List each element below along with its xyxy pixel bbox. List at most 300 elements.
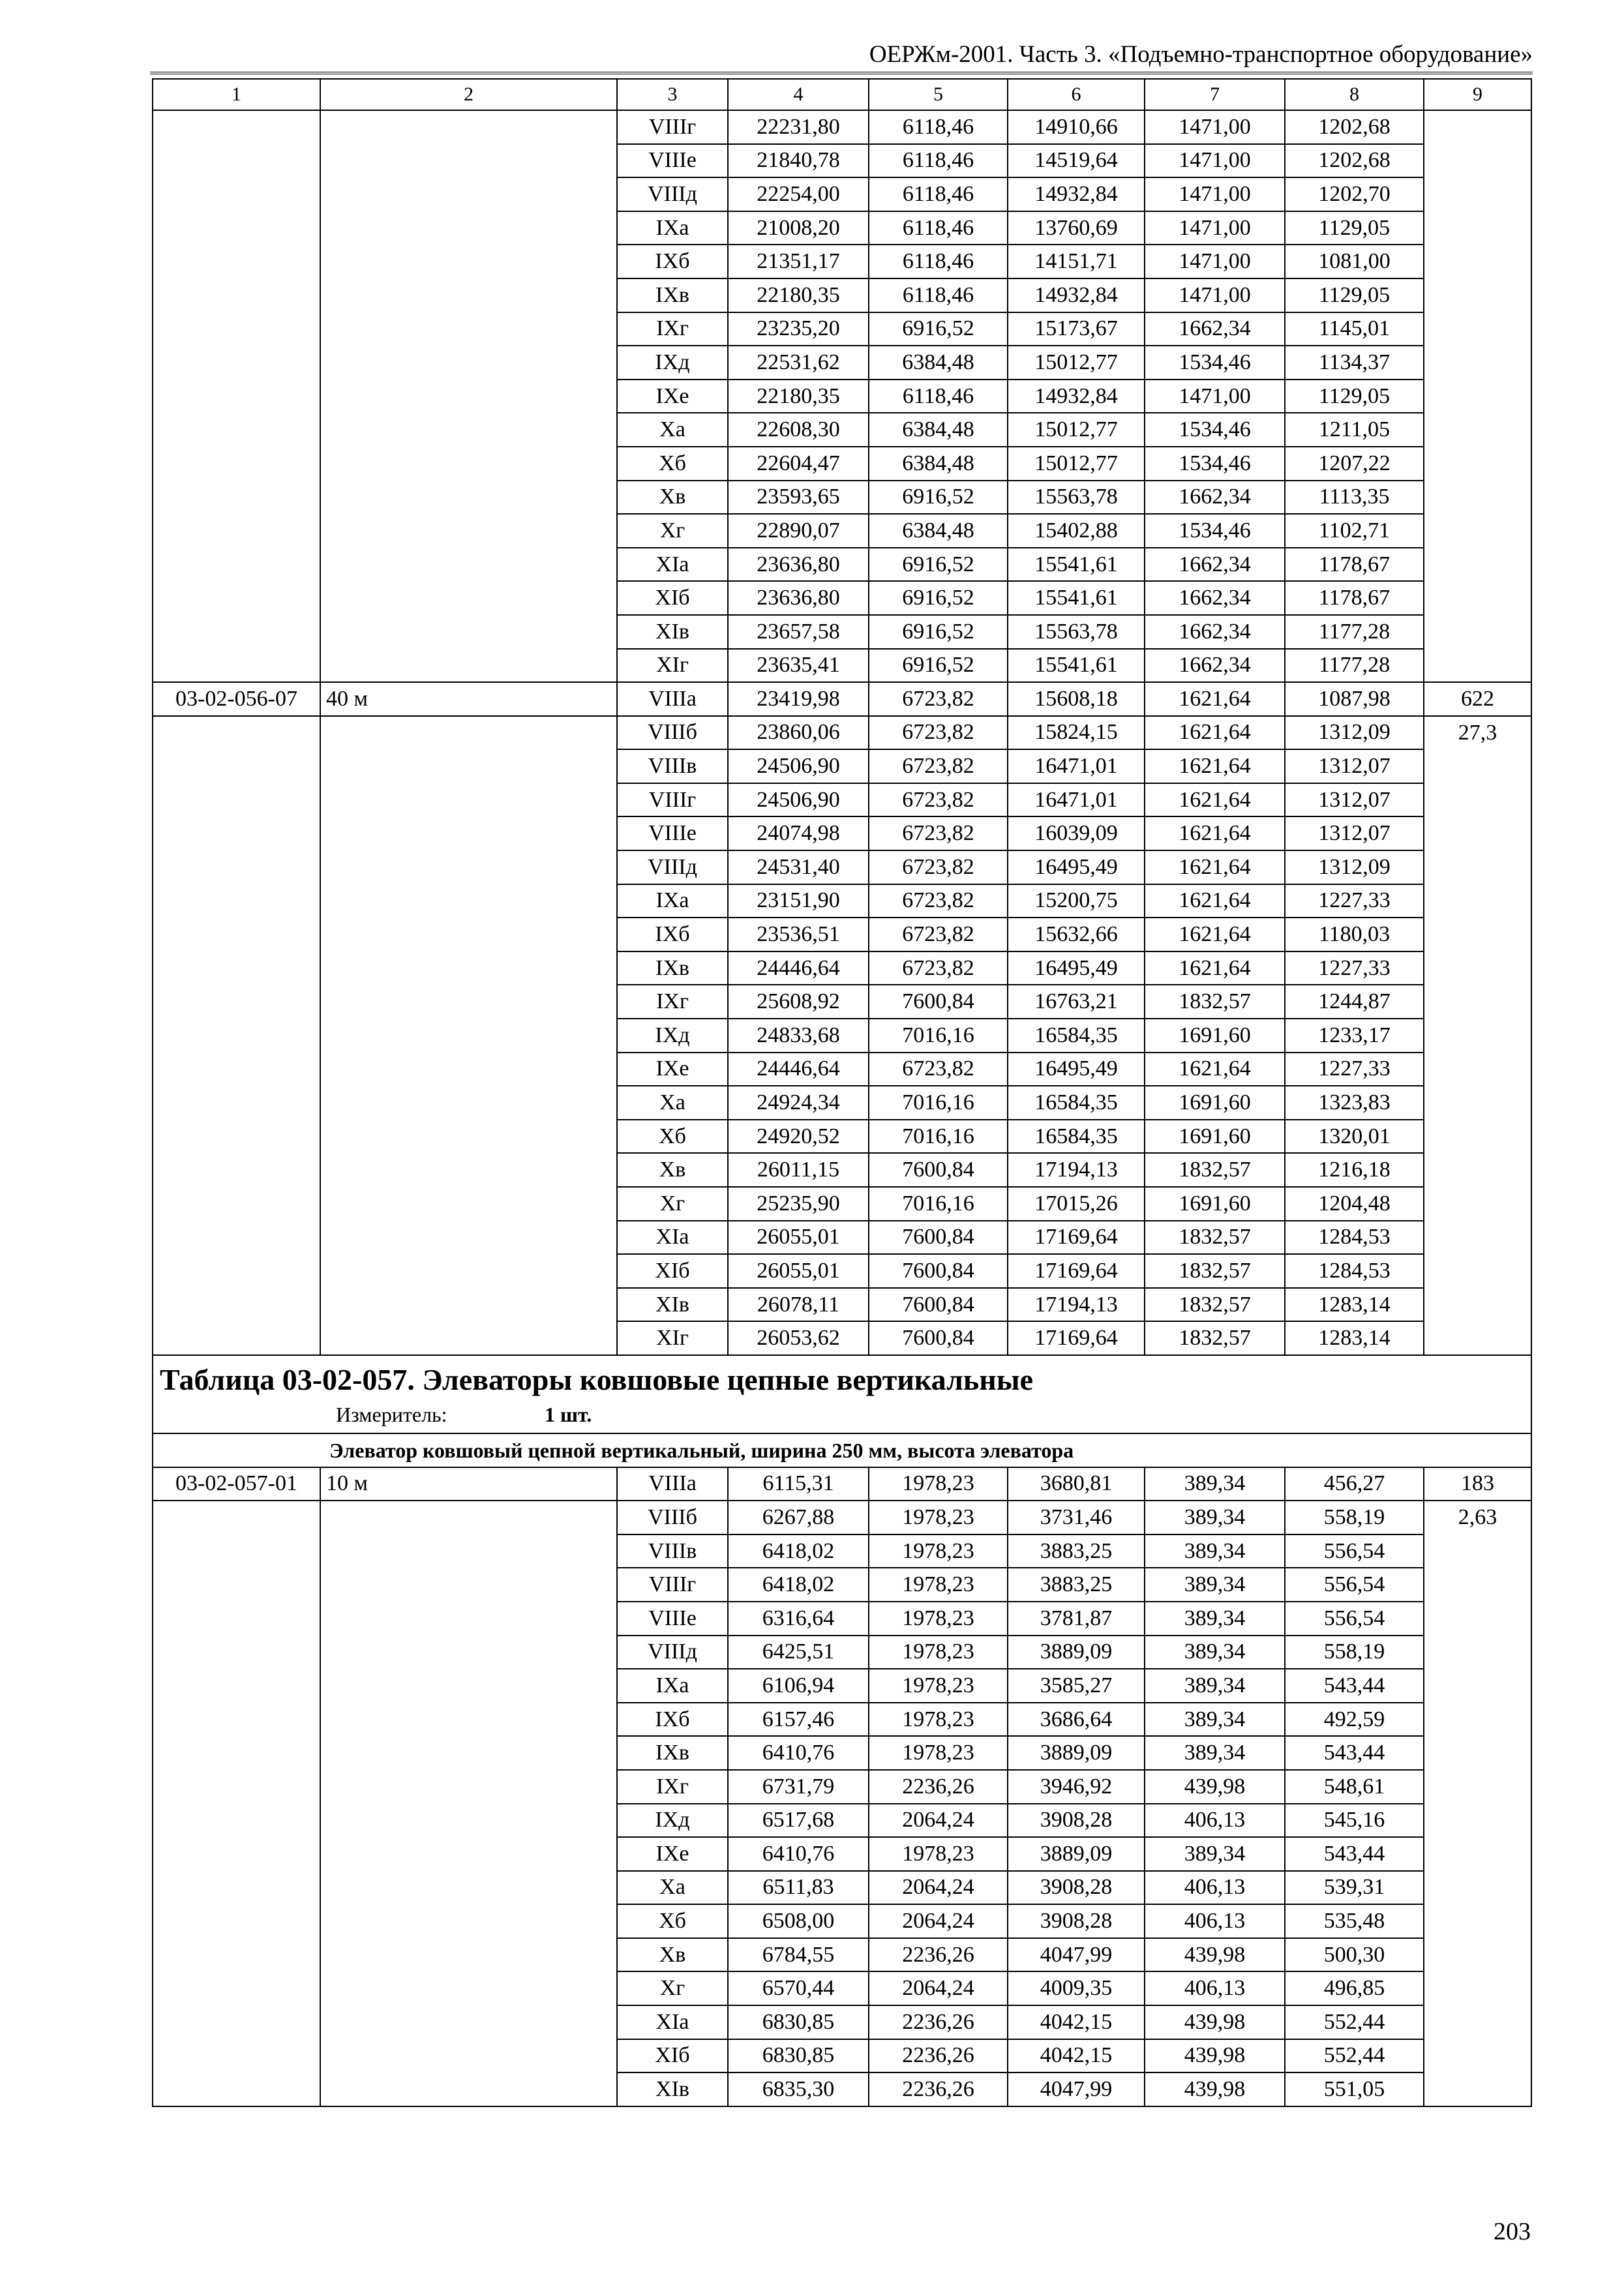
- labor-cost-cell: 7600,84: [869, 1254, 1008, 1288]
- labor-cost-cell: 7600,84: [869, 1321, 1008, 1355]
- material-cost-cell: 1129,05: [1285, 278, 1424, 312]
- class-cell: Xa: [617, 1871, 728, 1905]
- machinist-wage-cell: 439,98: [1145, 2005, 1285, 2039]
- total-cost-cell: 6517,68: [728, 1804, 869, 1838]
- machine-cost-cell: 16495,49: [1008, 951, 1145, 985]
- machinist-wage-cell: 1471,00: [1145, 177, 1285, 211]
- code-cell: [153, 716, 320, 1355]
- machinist-wage-cell: 389,34: [1145, 1568, 1285, 1602]
- meter-label: Измеритель:: [336, 1402, 447, 1426]
- class-cell: Xв: [617, 1938, 728, 1972]
- labor-cost-cell: 6723,82: [869, 816, 1008, 850]
- machinist-wage-cell: 389,34: [1145, 1534, 1285, 1568]
- machine-cost-cell: 14932,84: [1008, 278, 1145, 312]
- table-row: [153, 110, 1531, 144]
- material-cost-cell: 1312,07: [1285, 783, 1424, 817]
- labor-cost-cell: 1978,23: [869, 1501, 1008, 1534]
- col9-cell: 2,63: [1424, 1501, 1531, 2106]
- class-cell: Xг: [617, 1187, 728, 1221]
- table-row: [153, 682, 1531, 716]
- code-cell: 03-02-056-07: [153, 682, 320, 716]
- class-cell: IXг: [617, 1770, 728, 1804]
- total-cost-cell: 23536,51: [728, 918, 869, 951]
- col9-cell: 27,3: [1424, 716, 1531, 1355]
- machinist-wage-cell: 1534,46: [1145, 514, 1285, 548]
- machinist-wage-cell: 1621,64: [1145, 816, 1285, 850]
- meter-value: 1 шт.: [545, 1402, 592, 1426]
- class-cell: Xб: [617, 1120, 728, 1154]
- machinist-wage-cell: 389,34: [1145, 1669, 1285, 1703]
- machine-cost-cell: 15563,78: [1008, 615, 1145, 649]
- class-cell: IXв: [617, 278, 728, 312]
- total-cost-cell: 6425,51: [728, 1636, 869, 1669]
- total-cost-cell: 22890,07: [728, 514, 869, 548]
- machinist-wage-cell: 389,34: [1145, 1501, 1285, 1534]
- total-cost-cell: 6267,88: [728, 1501, 869, 1534]
- total-cost-cell: 6508,00: [728, 1904, 869, 1938]
- class-cell: VIIIa: [617, 682, 728, 716]
- class-cell: Xв: [617, 481, 728, 515]
- labor-cost-cell: 1978,23: [869, 1534, 1008, 1568]
- machinist-wage-cell: 1662,34: [1145, 649, 1285, 683]
- class-cell: VIIIе: [617, 816, 728, 850]
- column-number: 8: [1285, 79, 1424, 110]
- material-cost-cell: 556,54: [1285, 1568, 1424, 1602]
- total-cost-cell: 6830,85: [728, 2039, 869, 2073]
- machinist-wage-cell: 439,98: [1145, 1938, 1285, 1972]
- material-cost-cell: 1204,48: [1285, 1187, 1424, 1221]
- total-cost-cell: 21008,20: [728, 211, 869, 245]
- machinist-wage-cell: 1832,57: [1145, 985, 1285, 1019]
- column-number: 7: [1145, 79, 1285, 110]
- total-cost-cell: 23635,41: [728, 649, 869, 683]
- machine-cost-cell: 17194,13: [1008, 1288, 1145, 1322]
- material-cost-cell: 500,30: [1285, 1938, 1424, 1972]
- column-number: 2: [320, 79, 617, 110]
- machine-cost-cell: 3908,28: [1008, 1871, 1145, 1905]
- total-cost-cell: 22254,00: [728, 177, 869, 211]
- machinist-wage-cell: 406,13: [1145, 1971, 1285, 2005]
- class-cell: XIг: [617, 1321, 728, 1355]
- machine-cost-cell: 15541,61: [1008, 649, 1145, 683]
- machinist-wage-cell: 406,13: [1145, 1804, 1285, 1838]
- class-cell: XIб: [617, 581, 728, 615]
- machine-cost-cell: 16495,49: [1008, 1053, 1145, 1086]
- table-caption: [153, 1355, 1531, 1433]
- machine-cost-cell: 16471,01: [1008, 783, 1145, 817]
- labor-cost-cell: 7016,16: [869, 1120, 1008, 1154]
- class-cell: IXб: [617, 245, 728, 278]
- labor-cost-cell: 6916,52: [869, 581, 1008, 615]
- unit-of-measure: [160, 1400, 1524, 1429]
- class-cell: VIIIб: [617, 716, 728, 750]
- price-table-body: [153, 79, 1531, 2106]
- labor-cost-cell: 6916,52: [869, 481, 1008, 515]
- class-cell: Xб: [617, 447, 728, 481]
- total-cost-cell: 22608,30: [728, 413, 869, 447]
- total-cost-cell: 6418,02: [728, 1568, 869, 1602]
- labor-cost-cell: 2236,26: [869, 1770, 1008, 1804]
- labor-cost-cell: 6118,46: [869, 177, 1008, 211]
- class-cell: IXд: [617, 346, 728, 380]
- material-cost-cell: 1178,67: [1285, 548, 1424, 582]
- total-cost-cell: 6830,85: [728, 2005, 869, 2039]
- machinist-wage-cell: 1621,64: [1145, 716, 1285, 750]
- labor-cost-cell: 6723,82: [869, 884, 1008, 918]
- machine-cost-cell: 16584,35: [1008, 1086, 1145, 1120]
- labor-cost-cell: 6916,52: [869, 312, 1008, 346]
- class-cell: XIб: [617, 1254, 728, 1288]
- total-cost-cell: 24531,40: [728, 850, 869, 884]
- labor-cost-cell: 6723,82: [869, 682, 1008, 716]
- labor-cost-cell: 1978,23: [869, 1636, 1008, 1669]
- class-cell: IXa: [617, 884, 728, 918]
- page-number: 203: [1494, 2218, 1531, 2245]
- machine-cost-cell: 4009,35: [1008, 1971, 1145, 2005]
- material-cost-cell: 1207,22: [1285, 447, 1424, 481]
- total-cost-cell: 22604,47: [728, 447, 869, 481]
- material-cost-cell: 1113,35: [1285, 481, 1424, 515]
- total-cost-cell: 24506,90: [728, 749, 869, 783]
- running-header: ОЕРЖм-2001. Часть 3. «Подъемно-транспортное оборудование»: [150, 38, 1533, 74]
- labor-cost-cell: 6916,52: [869, 548, 1008, 582]
- machine-cost-cell: 3908,28: [1008, 1804, 1145, 1838]
- labor-cost-cell: 6118,46: [869, 110, 1008, 144]
- machinist-wage-cell: 1534,46: [1145, 413, 1285, 447]
- class-cell: VIIIг: [617, 783, 728, 817]
- material-cost-cell: 1202,68: [1285, 144, 1424, 178]
- machine-cost-cell: 15200,75: [1008, 884, 1145, 918]
- machinist-wage-cell: 1621,64: [1145, 682, 1285, 716]
- labor-cost-cell: 6723,82: [869, 749, 1008, 783]
- material-cost-cell: 1323,83: [1285, 1086, 1424, 1120]
- material-cost-cell: 1202,70: [1285, 177, 1424, 211]
- total-cost-cell: 6835,30: [728, 2072, 869, 2106]
- machine-cost-cell: 15012,77: [1008, 413, 1145, 447]
- labor-cost-cell: 2236,26: [869, 2072, 1008, 2106]
- class-cell: XIв: [617, 2072, 728, 2106]
- material-cost-cell: 496,85: [1285, 1971, 1424, 2005]
- machinist-wage-cell: 439,98: [1145, 2039, 1285, 2073]
- labor-cost-cell: 2064,24: [869, 1971, 1008, 2005]
- labor-cost-cell: 6384,48: [869, 447, 1008, 481]
- labor-cost-cell: 6118,46: [869, 211, 1008, 245]
- class-cell: IXе: [617, 380, 728, 413]
- labor-cost-cell: 6384,48: [869, 413, 1008, 447]
- class-cell: VIIIд: [617, 850, 728, 884]
- material-cost-cell: 456,27: [1285, 1467, 1424, 1501]
- class-cell: VIIIв: [617, 1534, 728, 1568]
- class-cell: XIa: [617, 2005, 728, 2039]
- machine-cost-cell: 3585,27: [1008, 1669, 1145, 1703]
- machine-cost-cell: 15608,18: [1008, 682, 1145, 716]
- class-cell: VIIIе: [617, 1602, 728, 1636]
- labor-cost-cell: 2064,24: [869, 1804, 1008, 1838]
- labor-cost-cell: 7016,16: [869, 1187, 1008, 1221]
- labor-cost-cell: 1978,23: [869, 1837, 1008, 1871]
- machine-cost-cell: 14910,66: [1008, 110, 1145, 144]
- machine-cost-cell: 13760,69: [1008, 211, 1145, 245]
- material-cost-cell: 543,44: [1285, 1837, 1424, 1871]
- table-title: Таблица 03-02-057. Элеваторы ковшовые цепные вертикальные: [160, 1362, 1034, 1396]
- material-cost-cell: 1177,28: [1285, 649, 1424, 683]
- machinist-wage-cell: 1662,34: [1145, 312, 1285, 346]
- price-table: [152, 78, 1532, 2107]
- total-cost-cell: 26055,01: [728, 1221, 869, 1255]
- total-cost-cell: 24506,90: [728, 783, 869, 817]
- machine-cost-cell: 15541,61: [1008, 581, 1145, 615]
- machine-cost-cell: 17169,64: [1008, 1221, 1145, 1255]
- class-cell: Xг: [617, 514, 728, 548]
- total-cost-cell: 6316,64: [728, 1602, 869, 1636]
- machine-cost-cell: 15541,61: [1008, 548, 1145, 582]
- material-cost-cell: 543,44: [1285, 1669, 1424, 1703]
- class-cell: VIIIг: [617, 1568, 728, 1602]
- material-cost-cell: 492,59: [1285, 1703, 1424, 1737]
- machine-cost-cell: 17015,26: [1008, 1187, 1145, 1221]
- total-cost-cell: 23235,20: [728, 312, 869, 346]
- table-row: [153, 1501, 1531, 1534]
- code-cell: [153, 1501, 320, 2106]
- machinist-wage-cell: 1832,57: [1145, 1221, 1285, 1255]
- labor-cost-cell: 7600,84: [869, 1288, 1008, 1322]
- table-subtitle: Элеватор ковшовый цепной вертикальный, ширина 250 мм, высота элеватора: [153, 1433, 1531, 1467]
- class-cell: Xг: [617, 1971, 728, 2005]
- machinist-wage-cell: 389,34: [1145, 1837, 1285, 1871]
- labor-cost-cell: 1978,23: [869, 1467, 1008, 1501]
- total-cost-cell: 23657,58: [728, 615, 869, 649]
- machine-cost-cell: 3889,09: [1008, 1736, 1145, 1770]
- machine-cost-cell: 3908,28: [1008, 1904, 1145, 1938]
- machinist-wage-cell: 1662,34: [1145, 581, 1285, 615]
- labor-cost-cell: 6723,82: [869, 716, 1008, 750]
- labor-cost-cell: 7016,16: [869, 1019, 1008, 1053]
- machine-cost-cell: 14519,64: [1008, 144, 1145, 178]
- labor-cost-cell: 6384,48: [869, 514, 1008, 548]
- class-cell: IXг: [617, 312, 728, 346]
- machinist-wage-cell: 1621,64: [1145, 1053, 1285, 1086]
- column-number: 3: [617, 79, 728, 110]
- material-cost-cell: 1134,37: [1285, 346, 1424, 380]
- labor-cost-cell: 6723,82: [869, 1053, 1008, 1086]
- labor-cost-cell: 6916,52: [869, 649, 1008, 683]
- material-cost-cell: 539,31: [1285, 1871, 1424, 1905]
- machinist-wage-cell: 1534,46: [1145, 346, 1285, 380]
- machine-cost-cell: 15824,15: [1008, 716, 1145, 750]
- material-cost-cell: 1244,87: [1285, 985, 1424, 1019]
- class-cell: IXд: [617, 1019, 728, 1053]
- column-number: 5: [869, 79, 1008, 110]
- name-cell: 40 м: [320, 682, 617, 716]
- labor-cost-cell: 1978,23: [869, 1602, 1008, 1636]
- column-number-row: [153, 79, 1531, 110]
- machinist-wage-cell: 1832,57: [1145, 1321, 1285, 1355]
- class-cell: IXa: [617, 1669, 728, 1703]
- name-cell: 10 м: [320, 1467, 617, 1501]
- machine-cost-cell: 15632,66: [1008, 918, 1145, 951]
- total-cost-cell: 6410,76: [728, 1736, 869, 1770]
- material-cost-cell: 1102,71: [1285, 514, 1424, 548]
- labor-cost-cell: 1978,23: [869, 1669, 1008, 1703]
- machine-cost-cell: 4047,99: [1008, 2072, 1145, 2106]
- material-cost-cell: 548,61: [1285, 1770, 1424, 1804]
- total-cost-cell: 24920,52: [728, 1120, 869, 1154]
- material-cost-cell: 551,05: [1285, 2072, 1424, 2106]
- machinist-wage-cell: 1471,00: [1145, 211, 1285, 245]
- name-cell: [320, 716, 617, 1355]
- table-row: [153, 1467, 1531, 1501]
- name-cell: [320, 1501, 617, 2106]
- material-cost-cell: 1283,14: [1285, 1321, 1424, 1355]
- material-cost-cell: 556,54: [1285, 1602, 1424, 1636]
- machinist-wage-cell: 389,34: [1145, 1736, 1285, 1770]
- machine-cost-cell: 16584,35: [1008, 1019, 1145, 1053]
- machinist-wage-cell: 389,34: [1145, 1703, 1285, 1737]
- machinist-wage-cell: 1621,64: [1145, 749, 1285, 783]
- labor-cost-cell: 2236,26: [869, 2039, 1008, 2073]
- material-cost-cell: 1202,68: [1285, 110, 1424, 144]
- machinist-wage-cell: 1471,00: [1145, 380, 1285, 413]
- material-cost-cell: 1178,67: [1285, 581, 1424, 615]
- labor-cost-cell: 6118,46: [869, 144, 1008, 178]
- material-cost-cell: 1129,05: [1285, 380, 1424, 413]
- machine-cost-cell: 17194,13: [1008, 1153, 1145, 1187]
- total-cost-cell: 6410,76: [728, 1837, 869, 1871]
- total-cost-cell: 24833,68: [728, 1019, 869, 1053]
- labor-cost-cell: 6723,82: [869, 783, 1008, 817]
- material-cost-cell: 1284,53: [1285, 1254, 1424, 1288]
- total-cost-cell: 6115,31: [728, 1467, 869, 1501]
- material-cost-cell: 545,16: [1285, 1804, 1424, 1838]
- machinist-wage-cell: 389,34: [1145, 1602, 1285, 1636]
- total-cost-cell: 22531,62: [728, 346, 869, 380]
- machine-cost-cell: 14151,71: [1008, 245, 1145, 278]
- material-cost-cell: 1233,17: [1285, 1019, 1424, 1053]
- total-cost-cell: 6731,79: [728, 1770, 869, 1804]
- labor-cost-cell: 6118,46: [869, 245, 1008, 278]
- total-cost-cell: 24446,64: [728, 1053, 869, 1086]
- machine-cost-cell: 3889,09: [1008, 1636, 1145, 1669]
- class-cell: XIa: [617, 548, 728, 582]
- machine-cost-cell: 16584,35: [1008, 1120, 1145, 1154]
- class-cell: IXе: [617, 1053, 728, 1086]
- column-number: 9: [1424, 79, 1531, 110]
- total-cost-cell: 6157,46: [728, 1703, 869, 1737]
- labor-cost-cell: 7600,84: [869, 1221, 1008, 1255]
- material-cost-cell: 556,54: [1285, 1534, 1424, 1568]
- class-cell: IXб: [617, 918, 728, 951]
- class-cell: IXв: [617, 1736, 728, 1770]
- material-cost-cell: 1087,98: [1285, 682, 1424, 716]
- class-cell: VIIIг: [617, 110, 728, 144]
- code-cell: 03-02-057-01: [153, 1467, 320, 1501]
- total-cost-cell: 25235,90: [728, 1187, 869, 1221]
- machinist-wage-cell: 1621,64: [1145, 850, 1285, 884]
- table-caption-row: [153, 1355, 1531, 1433]
- class-cell: XIб: [617, 2039, 728, 2073]
- material-cost-cell: 552,44: [1285, 2039, 1424, 2073]
- machine-cost-cell: 3889,09: [1008, 1837, 1145, 1871]
- machinist-wage-cell: 1832,57: [1145, 1254, 1285, 1288]
- machine-cost-cell: 16495,49: [1008, 850, 1145, 884]
- total-cost-cell: 6106,94: [728, 1669, 869, 1703]
- machine-cost-cell: 3680,81: [1008, 1467, 1145, 1501]
- machine-cost-cell: 15012,77: [1008, 447, 1145, 481]
- class-cell: Xa: [617, 413, 728, 447]
- machinist-wage-cell: 1471,00: [1145, 278, 1285, 312]
- labor-cost-cell: 6384,48: [869, 346, 1008, 380]
- material-cost-cell: 1227,33: [1285, 884, 1424, 918]
- machine-cost-cell: 15173,67: [1008, 312, 1145, 346]
- machinist-wage-cell: 1621,64: [1145, 783, 1285, 817]
- column-number: 4: [728, 79, 869, 110]
- total-cost-cell: 23636,80: [728, 581, 869, 615]
- total-cost-cell: 25608,92: [728, 985, 869, 1019]
- total-cost-cell: 6570,44: [728, 1971, 869, 2005]
- class-cell: IXг: [617, 985, 728, 1019]
- total-cost-cell: 26055,01: [728, 1254, 869, 1288]
- machine-cost-cell: 14932,84: [1008, 380, 1145, 413]
- column-number: 6: [1008, 79, 1145, 110]
- class-cell: Xa: [617, 1086, 728, 1120]
- column-number: 1: [153, 79, 320, 110]
- total-cost-cell: 23593,65: [728, 481, 869, 515]
- total-cost-cell: 26053,62: [728, 1321, 869, 1355]
- total-cost-cell: 6418,02: [728, 1534, 869, 1568]
- total-cost-cell: 26078,11: [728, 1288, 869, 1322]
- material-cost-cell: 1320,01: [1285, 1120, 1424, 1154]
- total-cost-cell: 24446,64: [728, 951, 869, 985]
- machine-cost-cell: 4047,99: [1008, 1938, 1145, 1972]
- total-cost-cell: 23151,90: [728, 884, 869, 918]
- machine-cost-cell: 3686,64: [1008, 1703, 1145, 1737]
- machine-cost-cell: 3731,46: [1008, 1501, 1145, 1534]
- total-cost-cell: 21840,78: [728, 144, 869, 178]
- class-cell: XIa: [617, 1221, 728, 1255]
- labor-cost-cell: 2064,24: [869, 1904, 1008, 1938]
- machinist-wage-cell: 1691,60: [1145, 1120, 1285, 1154]
- material-cost-cell: 558,19: [1285, 1501, 1424, 1534]
- class-cell: IXе: [617, 1837, 728, 1871]
- machine-cost-cell: 17169,64: [1008, 1254, 1145, 1288]
- labor-cost-cell: 1978,23: [869, 1568, 1008, 1602]
- machine-cost-cell: 3781,87: [1008, 1602, 1145, 1636]
- material-cost-cell: 1129,05: [1285, 211, 1424, 245]
- labor-cost-cell: 7600,84: [869, 985, 1008, 1019]
- machinist-wage-cell: 1471,00: [1145, 110, 1285, 144]
- total-cost-cell: 6784,55: [728, 1938, 869, 1972]
- material-cost-cell: 535,48: [1285, 1904, 1424, 1938]
- machinist-wage-cell: 389,34: [1145, 1636, 1285, 1669]
- machine-cost-cell: 15402,88: [1008, 514, 1145, 548]
- labor-cost-cell: 1978,23: [869, 1736, 1008, 1770]
- machinist-wage-cell: 1621,64: [1145, 884, 1285, 918]
- machine-cost-cell: 3883,25: [1008, 1534, 1145, 1568]
- labor-cost-cell: 1978,23: [869, 1703, 1008, 1737]
- table-subtitle-row: [153, 1433, 1531, 1467]
- machinist-wage-cell: 1621,64: [1145, 951, 1285, 985]
- machinist-wage-cell: 1662,34: [1145, 615, 1285, 649]
- material-cost-cell: 552,44: [1285, 2005, 1424, 2039]
- class-cell: XIв: [617, 615, 728, 649]
- material-cost-cell: 558,19: [1285, 1636, 1424, 1669]
- machinist-wage-cell: 1691,60: [1145, 1187, 1285, 1221]
- class-cell: XIв: [617, 1288, 728, 1322]
- machine-cost-cell: 15012,77: [1008, 346, 1145, 380]
- class-cell: Xб: [617, 1904, 728, 1938]
- labor-cost-cell: 6723,82: [869, 951, 1008, 985]
- machinist-wage-cell: 1621,64: [1145, 918, 1285, 951]
